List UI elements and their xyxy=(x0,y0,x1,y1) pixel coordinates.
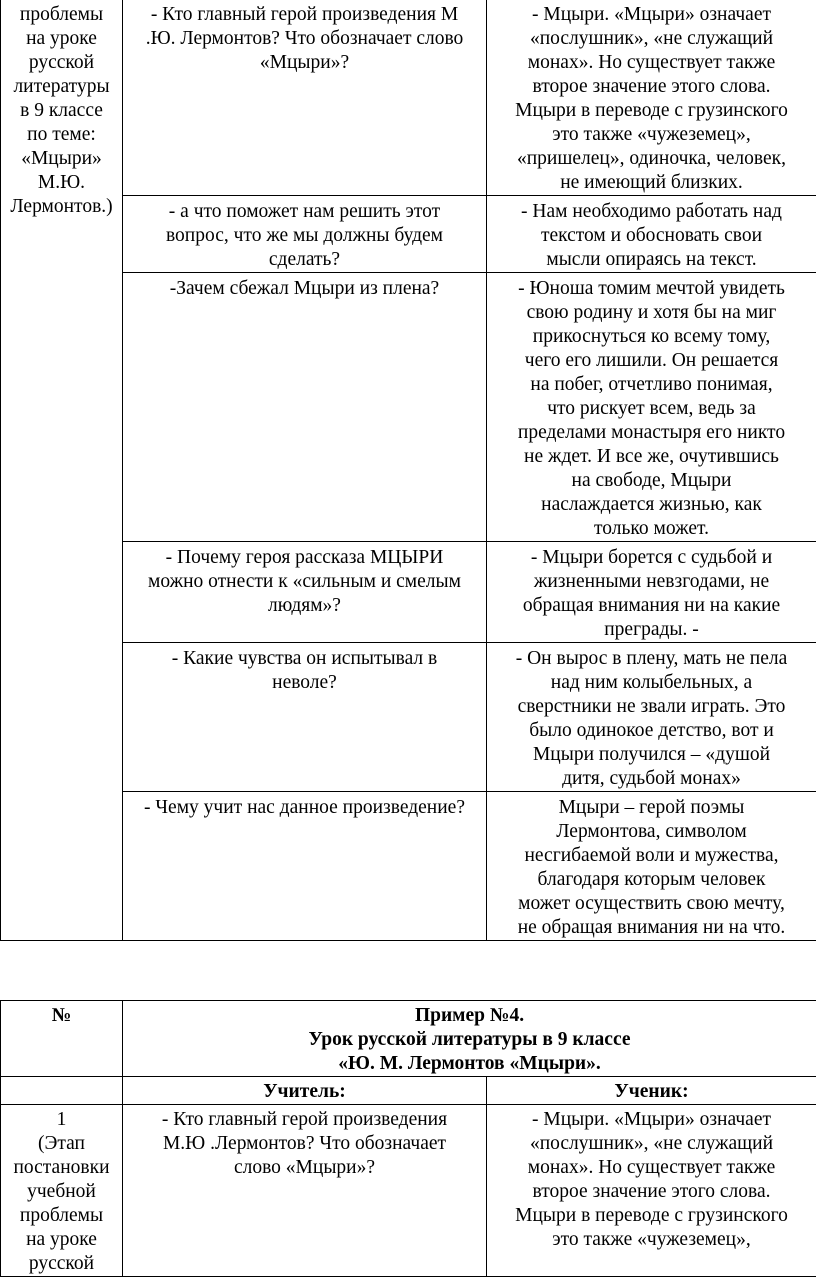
text-line: - Какие чувства он испытывал в xyxy=(126,647,483,671)
text-line: сделать? xyxy=(126,248,483,272)
text-line: жизненными невзгодами, не xyxy=(490,570,813,594)
teacher-question xyxy=(123,1105,487,1277)
teacher-question xyxy=(123,273,487,542)
teacher-question xyxy=(123,792,487,941)
text-line: людям»? xyxy=(126,594,483,618)
text-line: - Он вырос в плену, мать не пела xyxy=(490,647,813,671)
text-line: 1 xyxy=(4,1108,119,1132)
table-header-row xyxy=(1,1001,816,1077)
text-line: преграды. - xyxy=(490,618,813,642)
text-line: чего его лишили. Он решается xyxy=(490,349,813,373)
text-line: (Этап xyxy=(4,1132,119,1156)
teacher-question xyxy=(123,0,487,196)
text-line: несгибаемой воли и мужества, xyxy=(490,844,813,868)
text-line: - Чему учит нас данное произведение? xyxy=(126,796,483,820)
text-line: вопрос, что же мы должны будем xyxy=(126,224,483,248)
text-line: монах». Но существует также xyxy=(490,51,813,75)
text-line: - а что поможет нам решить этот xyxy=(126,200,483,224)
text-line: не имеющий близких. xyxy=(490,171,813,195)
text-line: - Юноша томим мечтой увидеть xyxy=(490,277,813,301)
text-line: Мцыри получился – «душой xyxy=(490,743,813,767)
text-line: текстом и обосновать свои xyxy=(490,224,813,248)
text-line: прикоснуться ко всему тому, xyxy=(490,325,813,349)
text-line: -Зачем сбежал Мцыри из плена? xyxy=(126,277,483,301)
text-line: это также «чужеземец», xyxy=(490,123,813,147)
student-answer xyxy=(487,0,816,196)
teacher-header: Учитель: xyxy=(123,1077,487,1105)
text-line: второе значение этого слова. xyxy=(490,1180,813,1204)
text-line: на уроке xyxy=(4,27,119,51)
title-line: Пример №4. xyxy=(126,1004,813,1028)
text-line: русской xyxy=(4,51,119,75)
student-answer xyxy=(487,792,816,941)
text-line: на уроке xyxy=(4,1228,119,1252)
text-line: на свободе, Мцыри xyxy=(490,469,813,493)
table-row xyxy=(1,792,816,941)
table-row xyxy=(1,643,816,792)
text-line: - Кто главный герой произведения xyxy=(126,1108,483,1132)
text-line: монах». Но существует также xyxy=(490,1156,813,1180)
student-answer xyxy=(487,643,816,792)
text-line: не обращая внимания ни на что. xyxy=(490,916,813,940)
text-line: наслаждается жизнью, как xyxy=(490,493,813,517)
text-line: - Почему героя рассказа МЦЫРИ xyxy=(126,546,483,570)
text-line: - Мцыри. «Мцыри» означает xyxy=(490,1108,813,1132)
text-line: «послушник», «не служащий xyxy=(490,1132,813,1156)
text-line: учебной xyxy=(4,1180,119,1204)
text-line: пределами монастыря его никто xyxy=(490,421,813,445)
table-row xyxy=(1,0,816,196)
text-line: - Мцыри борется с судьбой и xyxy=(490,546,813,570)
teacher-question xyxy=(123,196,487,273)
student-answer xyxy=(487,1105,816,1277)
text-line: русской xyxy=(4,1252,119,1276)
text-line: Мцыри в переводе с грузинского xyxy=(490,1204,813,1228)
text-line: может осуществить свою мечту, xyxy=(490,892,813,916)
text-line: «Мцыри»? xyxy=(126,51,483,75)
text-line: Лермонтова, символом xyxy=(490,820,813,844)
title-line: Урок русской литературы в 9 классе xyxy=(126,1028,813,1052)
text-line: только может. xyxy=(490,517,813,541)
text-line: постановки xyxy=(4,1156,119,1180)
student-answer xyxy=(487,273,816,542)
table-row xyxy=(1,542,816,643)
text-line: неволе? xyxy=(126,671,483,695)
text-line: Мцыри – герой поэмы xyxy=(490,796,813,820)
text-line: - Мцыри. «Мцыри» означает xyxy=(490,3,813,27)
text-line: можно отнести к «сильным и смелым xyxy=(126,570,483,594)
text-line: литературы xyxy=(4,75,119,99)
text-line: обращая внимания ни на какие xyxy=(490,594,813,618)
table-row xyxy=(1,273,816,542)
table-row xyxy=(1,196,816,273)
text-line: над ним колыбельных, а xyxy=(490,671,813,695)
text-line: «пришелец», одиночка, человек, xyxy=(490,147,813,171)
text-line: второе значение этого слова. xyxy=(490,75,813,99)
text-line: в 9 классе xyxy=(4,99,119,123)
student-answer xyxy=(487,196,816,273)
number-header: № xyxy=(1,1001,123,1077)
stage-cell xyxy=(1,1105,123,1277)
role-header-row xyxy=(1,1077,816,1105)
text-line: свою родину и хотя бы на миг xyxy=(490,301,813,325)
text-line: Лермонтов.) xyxy=(4,195,119,219)
text-line: это также «чужеземец», xyxy=(490,1228,813,1252)
stage-cell xyxy=(1,0,123,941)
text-line: «Мцыри» xyxy=(4,147,119,171)
example-title xyxy=(123,1001,816,1077)
text-line: дитя, судьбой монах» xyxy=(490,767,813,791)
text-line: мысли опираясь на текст. xyxy=(490,248,813,272)
text-line: проблемы xyxy=(4,1204,119,1228)
text-line: М.Ю. xyxy=(4,171,119,195)
text-line: проблемы xyxy=(4,3,119,27)
title-line: «Ю. М. Лермонтов «Мцыри». xyxy=(126,1052,813,1076)
lesson-table-example-4 xyxy=(0,1000,816,1277)
empty-cell xyxy=(1,1077,123,1105)
student-header: Ученик: xyxy=(487,1077,816,1105)
text-line: было одинокое детство, вот и xyxy=(490,719,813,743)
table-row xyxy=(1,1105,816,1277)
text-line: «послушник», «не служащий xyxy=(490,27,813,51)
text-line: - Нам необходимо работать над xyxy=(490,200,813,224)
text-line: М.Ю .Лермонтов? Что обозначает xyxy=(126,1132,483,1156)
text-line: - Кто главный герой произведения М xyxy=(126,3,483,27)
text-line: слово «Мцыри»? xyxy=(126,1156,483,1180)
student-answer xyxy=(487,542,816,643)
teacher-question xyxy=(123,643,487,792)
text-line: по теме: xyxy=(4,123,119,147)
text-line: на побег, отчетливо понимая, xyxy=(490,373,813,397)
text-line: Мцыри в переводе с грузинского xyxy=(490,99,813,123)
teacher-question xyxy=(123,542,487,643)
text-line: сверстники не звали играть. Это xyxy=(490,695,813,719)
text-line: не ждет. И все же, очутившись xyxy=(490,445,813,469)
text-line: что рискует всем, ведь за xyxy=(490,397,813,421)
text-line: благодаря которым человек xyxy=(490,868,813,892)
text-line: .Ю. Лермонтов? Что обозначает слово xyxy=(126,27,483,51)
